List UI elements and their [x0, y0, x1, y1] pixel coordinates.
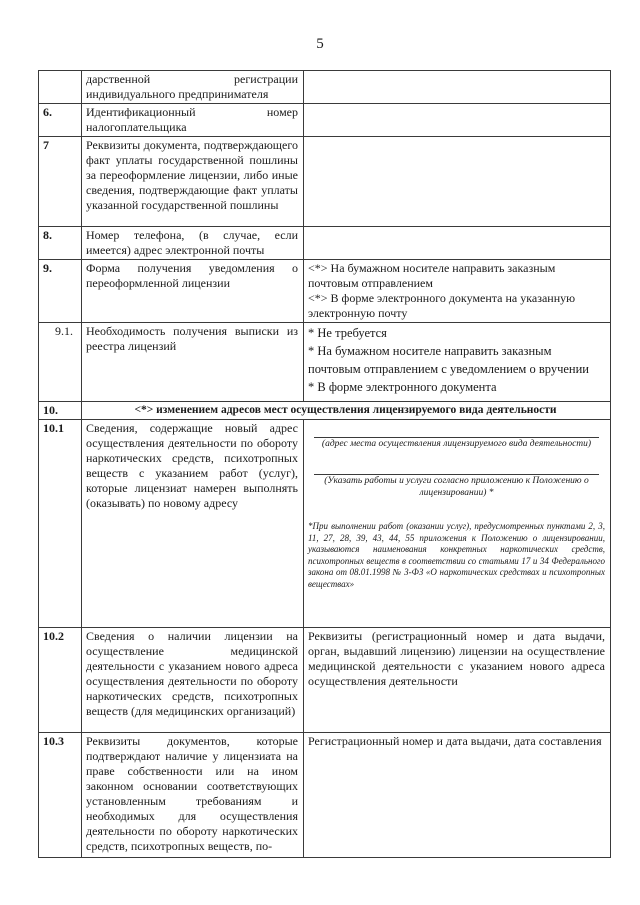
row-number: 10.1 — [39, 420, 82, 628]
row-value-field[interactable] — [304, 71, 611, 104]
row-description: дарственной регистрации индивидуального предпринимателя — [82, 71, 304, 104]
row-description: Номер телефона, (в случае, если имеется) адрес электронной почты — [82, 227, 304, 260]
row-number: 9. — [39, 260, 82, 323]
row-options — [304, 323, 611, 402]
row-value-field[interactable] — [304, 104, 611, 137]
row-description: Необходимость получения выписки из реестра лицензий — [82, 323, 304, 402]
table-row-10 — [39, 402, 611, 420]
row-description: Идентификационный номер налогоплательщика — [82, 104, 304, 137]
option-electronic[interactable]: <*> В форме электронного документа на указанную электронную почту — [308, 291, 576, 320]
row-options — [304, 260, 611, 323]
table-row-9-1 — [39, 323, 611, 402]
row-number: 7 — [39, 137, 82, 227]
option-not-required[interactable]: * Не требуется — [308, 326, 387, 340]
row-description: Реквизиты документа, подтверждающего факт уплаты государственной пошлины за переоформление лицензии, либо иные сведения, подтверждающие факт уплаты указанной государственной пошлины — [82, 137, 304, 227]
works-input-line[interactable] — [314, 464, 599, 475]
row-description: Реквизиты документов, которые подтверждают наличие у лицензиата на праве собственности или на ином законном основании соответствующих установленным требованиям и необходимых для осуществления деятельности по обороту наркотических средств, психотропных веществ, по- — [82, 733, 304, 858]
row-description: Сведения, содержащие новый адрес осуществления деятельности по обороту наркотических средств, психотропных веществ с указанием работ (услуг), которые лицензиат намерен выполнять (оказывать) по новому адресу — [82, 420, 304, 628]
table-row-7 — [39, 137, 611, 227]
table-row-continuation — [39, 71, 611, 104]
row-number-cell — [39, 71, 82, 104]
row-value-field[interactable]: Реквизиты (регистрационный номер и дата выдачи, орган, выдавший лицензию) лицензии на осуществление медицинской деятельности с указанием нового адреса осуществления деятельности — [304, 628, 611, 733]
table-row-10-2 — [39, 628, 611, 733]
address-input-line[interactable] — [314, 427, 599, 438]
row-value-block — [304, 420, 611, 628]
row-number: 10. — [39, 402, 82, 420]
row-description: Форма получения уведомления о переоформленной лицензии — [82, 260, 304, 323]
row-number: 10.2 — [39, 628, 82, 733]
option-postal-with-notice[interactable]: * На бумажном носителе направить заказным почтовым отправлением с уведомлением о вручении — [308, 344, 589, 376]
row-value-field[interactable] — [304, 137, 611, 227]
row-value-field[interactable] — [304, 227, 611, 260]
table-row-6 — [39, 104, 611, 137]
table-row-9 — [39, 260, 611, 323]
address-hint: (адрес места осуществления лицензируемого вида деятельности) — [321, 439, 592, 449]
section-header: <*> изменением адресов мест осуществления лицензируемого вида деятельности — [82, 402, 611, 420]
row-number: 9.1. — [39, 323, 82, 402]
application-form-table — [38, 70, 611, 858]
option-postal[interactable]: <*> На бумажном носителе направить заказным почтовым отправлением — [308, 261, 556, 290]
table-row-10-3 — [39, 733, 611, 858]
works-hint: (Указать работы и услуги согласно приложению к Положению о лицензировании) * — [324, 476, 589, 498]
row-number: 8. — [39, 227, 82, 260]
table-row-8 — [39, 227, 611, 260]
table-row-10-1 — [39, 420, 611, 628]
row-description: Сведения о наличии лицензии на осуществление медицинской деятельности с указанием нового адреса осуществления деятельности по обороту наркотических средств, психотропных веществ (для медицинских организаций) — [82, 628, 304, 733]
row-number: 6. — [39, 104, 82, 137]
page-number: 5 — [316, 36, 324, 52]
option-electronic[interactable]: * В форме электронного документа — [308, 380, 497, 394]
row-value-field[interactable]: Регистрационный номер и дата выдачи, дата составления — [304, 733, 611, 858]
row-number: 10.3 — [39, 733, 82, 858]
footnote: *При выполнении работ (оказании услуг), предусмотренных пунктами 2, 3, 11, 27, 28, 39, 43, 44, 55 приложения к Положению о лицензировании, указываются наименования конкретных наркотических средств, психотропных веществ в соответствии со статьями 17 и 34 Федерального закона от 08.01.1998 № 3-ФЗ «О наркотических средствах и психотропных веществах» — [308, 521, 605, 589]
